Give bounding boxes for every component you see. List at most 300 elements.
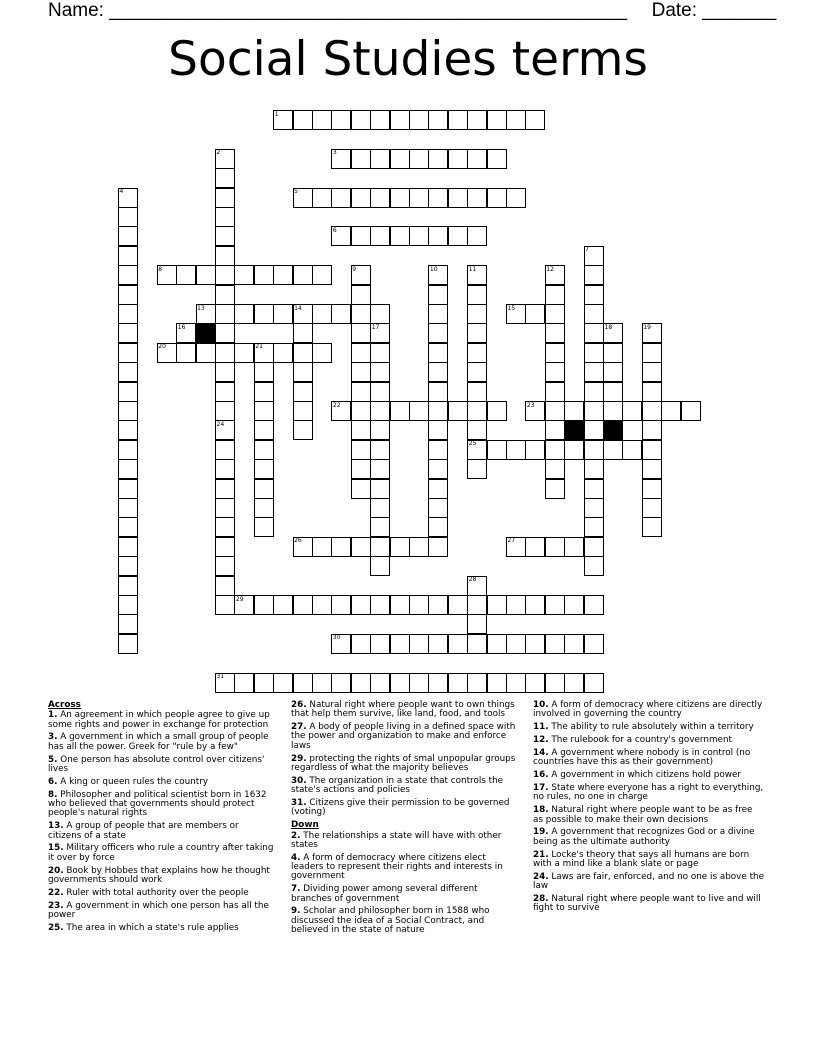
crossword-cell[interactable]: [370, 479, 390, 499]
crossword-cell[interactable]: [370, 304, 390, 324]
crossword-cell[interactable]: [603, 343, 623, 363]
clue-number: 10: [429, 265, 438, 273]
crossword-cell[interactable]: [293, 343, 313, 363]
crossword-cell[interactable]: [234, 673, 254, 693]
crossword-cell[interactable]: [487, 110, 507, 130]
crossword-cell[interactable]: [487, 149, 507, 169]
crossword-cell[interactable]: [215, 207, 235, 227]
crossword-cell[interactable]: [390, 537, 410, 557]
crossword-cell[interactable]: [118, 362, 138, 382]
crossword-cell[interactable]: [118, 517, 138, 537]
crossword-cell[interactable]: [370, 537, 390, 557]
crossword-cell[interactable]: [564, 440, 584, 460]
crossword-cell[interactable]: [215, 498, 235, 518]
crossword-cell[interactable]: [215, 517, 235, 537]
crossword-cell[interactable]: [467, 595, 487, 615]
crossword-cell[interactable]: [642, 459, 662, 479]
crossword-cell[interactable]: [370, 362, 390, 382]
crossword-cell[interactable]: [428, 188, 448, 208]
crossword-cell[interactable]: [525, 634, 545, 654]
crossword-cell[interactable]: [215, 265, 235, 285]
crossword-cell[interactable]: [351, 149, 371, 169]
crossword-cell[interactable]: [370, 673, 390, 693]
crossword-cell[interactable]: [351, 440, 371, 460]
crossword-cell[interactable]: [390, 401, 410, 421]
crossword-cell[interactable]: [234, 304, 254, 324]
crossword-cell[interactable]: [467, 459, 487, 479]
crossword-cell[interactable]: [351, 323, 371, 343]
crossword-cell[interactable]: [118, 634, 138, 654]
crossword-cell[interactable]: [467, 149, 487, 169]
crossword-cell[interactable]: [448, 188, 468, 208]
crossword-cell[interactable]: [448, 401, 468, 421]
crossword-cell[interactable]: [525, 673, 545, 693]
crossword-cell[interactable]: [293, 265, 313, 285]
crossword-cell[interactable]: [428, 479, 448, 499]
crossword-cell[interactable]: [254, 304, 274, 324]
crossword-cell[interactable]: [273, 304, 293, 324]
crossword-cell[interactable]: [525, 110, 545, 130]
crossword-cell[interactable]: [370, 420, 390, 440]
clue-item-text: The relationships a state will have with other states: [291, 830, 502, 850]
crossword-cell[interactable]: [215, 401, 235, 421]
crossword-cell[interactable]: [390, 634, 410, 654]
crossword-cell[interactable]: [331, 537, 351, 557]
crossword-cell[interactable]: [215, 188, 235, 208]
crossword-cell[interactable]: [293, 382, 313, 402]
crossword-cell[interactable]: [215, 362, 235, 382]
crossword-cell[interactable]: [273, 265, 293, 285]
crossword-cell[interactable]: [215, 556, 235, 576]
crossword-cell[interactable]: [428, 304, 448, 324]
crossword-cell[interactable]: [409, 188, 429, 208]
crossword-cell[interactable]: [234, 343, 254, 363]
crossword-cell[interactable]: [428, 673, 448, 693]
crossword-cell[interactable]: [487, 188, 507, 208]
crossword-cell[interactable]: [312, 343, 332, 363]
crossword-cell[interactable]: [428, 382, 448, 402]
crossword-cell[interactable]: [215, 595, 235, 615]
crossword-cell[interactable]: [254, 517, 274, 537]
crossword-cell[interactable]: [545, 285, 565, 305]
crossword-cell[interactable]: [215, 168, 235, 188]
crossword-cell[interactable]: [409, 149, 429, 169]
crossword-cell[interactable]: [467, 285, 487, 305]
crossword-cell[interactable]: [118, 246, 138, 266]
crossword-cell[interactable]: [370, 149, 390, 169]
crossword-cell[interactable]: [351, 382, 371, 402]
crossword-cell[interactable]: [584, 401, 604, 421]
clue-number: 5: [294, 188, 298, 196]
crossword-cell[interactable]: [545, 440, 565, 460]
crossword-cell[interactable]: [564, 673, 584, 693]
crossword-cell[interactable]: [525, 304, 545, 324]
crossword-cell[interactable]: [254, 595, 274, 615]
crossword-cell[interactable]: [506, 673, 526, 693]
crossword-cell[interactable]: [642, 382, 662, 402]
crossword-cell[interactable]: [176, 343, 196, 363]
crossword-cell[interactable]: [525, 595, 545, 615]
crossword-cell[interactable]: [467, 188, 487, 208]
crossword-cell[interactable]: [254, 265, 274, 285]
crossword-cell[interactable]: [215, 323, 235, 343]
crossword-cell[interactable]: [603, 440, 623, 460]
crossword-cell[interactable]: [545, 401, 565, 421]
crossword-cell[interactable]: [642, 401, 662, 421]
crossword-cell[interactable]: [351, 285, 371, 305]
crossword-cell[interactable]: [506, 595, 526, 615]
crossword-cell[interactable]: [254, 498, 274, 518]
crossword-cell[interactable]: [584, 459, 604, 479]
crossword-cell[interactable]: [215, 576, 235, 596]
crossword-cell[interactable]: [428, 440, 448, 460]
crossword-cell[interactable]: [118, 343, 138, 363]
crossword-cell[interactable]: [428, 323, 448, 343]
crossword-cell[interactable]: [234, 265, 254, 285]
crossword-cell[interactable]: [293, 362, 313, 382]
crossword-cell[interactable]: [467, 226, 487, 246]
crossword-cell[interactable]: [215, 537, 235, 557]
crossword-cell[interactable]: [351, 479, 371, 499]
crossword-cell[interactable]: [390, 595, 410, 615]
crossword-cell[interactable]: [642, 479, 662, 499]
crossword-cell[interactable]: [118, 265, 138, 285]
crossword-cell[interactable]: [448, 110, 468, 130]
crossword-cell[interactable]: [467, 614, 487, 634]
crossword-cell[interactable]: [118, 323, 138, 343]
crossword-cell[interactable]: [254, 420, 274, 440]
crossword-cell[interactable]: [467, 323, 487, 343]
crossword-cell[interactable]: [254, 673, 274, 693]
crossword-cell[interactable]: [331, 673, 351, 693]
clue-item: [48, 778, 274, 787]
crossword-cell[interactable]: [118, 420, 138, 440]
crossword-cell[interactable]: [118, 459, 138, 479]
crossword-cell[interactable]: [428, 537, 448, 557]
crossword-cell[interactable]: [506, 440, 526, 460]
clue-item-number: 25.: [48, 922, 64, 933]
crossword-cell[interactable]: [506, 188, 526, 208]
crossword-cell[interactable]: [642, 498, 662, 518]
name-blank: _________________________________________________: [109, 0, 628, 21]
crossword-cell[interactable]: [331, 110, 351, 130]
crossword-cell[interactable]: [545, 382, 565, 402]
crossword-cell[interactable]: [428, 420, 448, 440]
crossword-cell[interactable]: [118, 304, 138, 324]
crossword-cell[interactable]: [487, 634, 507, 654]
crossword-cell[interactable]: [215, 285, 235, 305]
down-heading: Down: [291, 820, 319, 831]
crossword-cell[interactable]: [370, 634, 390, 654]
crossword-cell[interactable]: [370, 401, 390, 421]
crossword-cell[interactable]: [390, 149, 410, 169]
crossword-cell[interactable]: [487, 401, 507, 421]
crossword-cell[interactable]: [293, 323, 313, 343]
crossword-cell[interactable]: [467, 420, 487, 440]
crossword-cell[interactable]: [584, 634, 604, 654]
crossword-cell[interactable]: [293, 420, 313, 440]
crossword-cell[interactable]: [603, 362, 623, 382]
crossword-cell[interactable]: [622, 401, 642, 421]
crossword-cell[interactable]: [331, 595, 351, 615]
crossword-cell[interactable]: [642, 420, 662, 440]
crossword-cell[interactable]: [448, 634, 468, 654]
crossword-cell[interactable]: [467, 343, 487, 363]
clue-number: 26: [294, 537, 302, 545]
crossword-cell[interactable]: [351, 420, 371, 440]
crossword-cell[interactable]: [584, 479, 604, 499]
crossword-cell[interactable]: [293, 595, 313, 615]
crossword-cell[interactable]: [312, 673, 332, 693]
clue-column-3: [533, 701, 765, 917]
crossword-cell[interactable]: [545, 479, 565, 499]
crossword-cell[interactable]: [428, 498, 448, 518]
crossword-cell[interactable]: [467, 634, 487, 654]
crossword-cell[interactable]: [293, 110, 313, 130]
crossword-cell[interactable]: [254, 459, 274, 479]
crossword-cell[interactable]: [428, 285, 448, 305]
crossword-cell[interactable]: [428, 459, 448, 479]
clue-number: 1: [274, 110, 279, 118]
crossword-cell[interactable]: [390, 673, 410, 693]
crossword-cell[interactable]: [254, 440, 274, 460]
crossword-cell[interactable]: [351, 343, 371, 363]
crossword-cell[interactable]: [118, 479, 138, 499]
crossword-cell[interactable]: [428, 226, 448, 246]
crossword-cell[interactable]: [681, 401, 701, 421]
crossword-cell[interactable]: [176, 265, 196, 285]
crossword-cell[interactable]: [390, 188, 410, 208]
crossword-cell[interactable]: [428, 149, 448, 169]
crossword-cell[interactable]: [254, 382, 274, 402]
crossword-cell[interactable]: [118, 556, 138, 576]
crossword-cell[interactable]: [467, 401, 487, 421]
crossword-cell[interactable]: [642, 362, 662, 382]
crossword-cell[interactable]: [351, 634, 371, 654]
crossword-cell[interactable]: [351, 110, 371, 130]
crossword-cell[interactable]: [370, 382, 390, 402]
clue-number: 20: [158, 343, 166, 351]
crossword-cell[interactable]: [584, 673, 604, 693]
crossword-cell[interactable]: [254, 401, 274, 421]
crossword-cell[interactable]: [273, 673, 293, 693]
crossword-cell[interactable]: [118, 614, 138, 634]
crossword-cell[interactable]: [215, 304, 235, 324]
crossword-cell[interactable]: [584, 517, 604, 537]
crossword-cell[interactable]: [467, 110, 487, 130]
crossword-cell[interactable]: [254, 479, 274, 499]
crossword-cell[interactable]: [545, 420, 565, 440]
crossword-cell[interactable]: [428, 362, 448, 382]
crossword-cell[interactable]: [118, 401, 138, 421]
crossword-cell[interactable]: [370, 343, 390, 363]
crossword-cell[interactable]: [487, 673, 507, 693]
crossword-cell[interactable]: [506, 634, 526, 654]
crossword-cell[interactable]: [215, 479, 235, 499]
crossword-cell[interactable]: [273, 595, 293, 615]
crossword-cell[interactable]: [642, 440, 662, 460]
crossword-cell[interactable]: [584, 537, 604, 557]
crossword-cell[interactable]: [215, 459, 235, 479]
crossword-cell[interactable]: [118, 382, 138, 402]
crossword-cell[interactable]: [545, 362, 565, 382]
crossword-cell[interactable]: [428, 401, 448, 421]
crossword-cell[interactable]: [487, 595, 507, 615]
crossword-cell[interactable]: [215, 226, 235, 246]
crossword-cell[interactable]: [564, 595, 584, 615]
crossword-cell[interactable]: [351, 537, 371, 557]
crossword-cell[interactable]: [370, 556, 390, 576]
crossword-cell[interactable]: [293, 673, 313, 693]
crossword-cell[interactable]: [603, 401, 623, 421]
crossword-cell[interactable]: [564, 537, 584, 557]
crossword-cell[interactable]: [254, 362, 274, 382]
crossword-cell[interactable]: [642, 517, 662, 537]
crossword-cell[interactable]: [351, 304, 371, 324]
crossword-cell[interactable]: [331, 304, 351, 324]
clue-item-text: State where everyone has a right to everything, no rules, no one in charge: [533, 783, 764, 803]
crossword-cell[interactable]: [564, 401, 584, 421]
crossword-cell[interactable]: [312, 110, 332, 130]
crossword-cell[interactable]: [428, 517, 448, 537]
crossword-cell[interactable]: [370, 226, 390, 246]
crossword-cell[interactable]: [351, 673, 371, 693]
crossword-cell[interactable]: [215, 440, 235, 460]
crossword-cell[interactable]: [351, 401, 371, 421]
clue-number: 9: [352, 265, 357, 273]
crossword-cell[interactable]: [118, 595, 138, 615]
crossword-cell[interactable]: [584, 382, 604, 402]
crossword-cell[interactable]: [584, 420, 604, 440]
clue-item-text: Military officers who rule a country after taking it over by force: [48, 843, 274, 863]
crossword-cell[interactable]: [545, 595, 565, 615]
crossword-cell[interactable]: [428, 110, 448, 130]
crossword-cell[interactable]: [370, 517, 390, 537]
crossword-cell[interactable]: [215, 246, 235, 266]
crossword-cell[interactable]: [351, 188, 371, 208]
crossword-cell[interactable]: [428, 595, 448, 615]
crossword-cell[interactable]: [370, 188, 390, 208]
crossword-cell[interactable]: [331, 188, 351, 208]
clue-item-number: 31.: [291, 798, 307, 809]
crossword-cell[interactable]: [545, 304, 565, 324]
crossword-cell[interactable]: [448, 673, 468, 693]
crossword-cell[interactable]: [409, 595, 429, 615]
crossword-cell[interactable]: [409, 401, 429, 421]
crossword-cell[interactable]: [545, 673, 565, 693]
crossword-cell[interactable]: [215, 343, 235, 363]
crossword-cell[interactable]: [312, 537, 332, 557]
crossword-cell[interactable]: [467, 362, 487, 382]
crossword-cell[interactable]: [273, 343, 293, 363]
clue-item-text: A group of people that are members or citizens of a state: [48, 821, 239, 841]
clue-number: 18: [604, 323, 613, 331]
crossword-cell[interactable]: [448, 149, 468, 169]
crossword-cell[interactable]: [584, 304, 604, 324]
crossword-cell[interactable]: [409, 226, 429, 246]
crossword-cell[interactable]: [370, 459, 390, 479]
date-blank: _______: [702, 0, 777, 21]
crossword-cell[interactable]: [584, 323, 604, 343]
crossword-cell[interactable]: [428, 343, 448, 363]
crossword-cell[interactable]: [525, 537, 545, 557]
crossword-cell[interactable]: [118, 440, 138, 460]
crossword-cell[interactable]: [622, 440, 642, 460]
clue-item-number: 9.: [291, 906, 301, 917]
crossword-cell[interactable]: [370, 498, 390, 518]
crossword-cell[interactable]: [506, 110, 526, 130]
crossword-cell[interactable]: [370, 110, 390, 130]
crossword-cell[interactable]: [118, 576, 138, 596]
crossword-cell[interactable]: [351, 226, 371, 246]
crossword-cell[interactable]: [448, 226, 468, 246]
crossword-cell[interactable]: [118, 498, 138, 518]
crossword-cell[interactable]: [370, 595, 390, 615]
crossword-cell[interactable]: [467, 382, 487, 402]
crossword-cell[interactable]: [118, 207, 138, 227]
crossword-cell[interactable]: [409, 110, 429, 130]
crossword-cell[interactable]: [196, 265, 216, 285]
crossword-cell[interactable]: [525, 440, 545, 460]
crossword-cell[interactable]: [351, 459, 371, 479]
crossword-cell[interactable]: [312, 595, 332, 615]
crossword-cell[interactable]: [196, 343, 216, 363]
crossword-cell[interactable]: [118, 537, 138, 557]
crossword-cell[interactable]: [564, 634, 584, 654]
clue-item: [533, 895, 765, 914]
crossword-cell[interactable]: [312, 188, 332, 208]
crossword-cell[interactable]: [215, 382, 235, 402]
crossword-cell[interactable]: [603, 382, 623, 402]
crossword-cell[interactable]: [545, 323, 565, 343]
crossword-cell[interactable]: [584, 498, 604, 518]
crossword-cell[interactable]: [351, 595, 371, 615]
crossword-cell[interactable]: [312, 304, 332, 324]
crossword-cell[interactable]: [545, 537, 565, 557]
crossword-cell[interactable]: [584, 265, 604, 285]
crossword-cell[interactable]: [661, 401, 681, 421]
crossword-cell[interactable]: [293, 401, 313, 421]
crossword-cell[interactable]: [584, 343, 604, 363]
clue-item: [291, 723, 519, 751]
crossword-cell[interactable]: [409, 673, 429, 693]
crossword-cell[interactable]: [584, 285, 604, 305]
crossword-cell[interactable]: [312, 265, 332, 285]
crossword-cell[interactable]: [467, 304, 487, 324]
crossword-cell[interactable]: [409, 537, 429, 557]
crossword-cell[interactable]: [545, 634, 565, 654]
crossword-cell[interactable]: [370, 440, 390, 460]
crossword-cell[interactable]: [118, 226, 138, 246]
crossword-cell[interactable]: [545, 343, 565, 363]
crossword-cell[interactable]: [584, 440, 604, 460]
crossword-cell[interactable]: [467, 673, 487, 693]
crossword-cell[interactable]: [118, 285, 138, 305]
crossword-cell[interactable]: [642, 343, 662, 363]
clue-number: 3: [332, 149, 337, 157]
crossword-cell[interactable]: [390, 110, 410, 130]
crossword-cell[interactable]: [409, 634, 429, 654]
crossword-cell[interactable]: [428, 634, 448, 654]
crossword-cell[interactable]: [584, 595, 604, 615]
crossword-cell[interactable]: [487, 440, 507, 460]
crossword-cell[interactable]: [545, 459, 565, 479]
crossword-cell[interactable]: [448, 595, 468, 615]
crossword-cell[interactable]: [584, 362, 604, 382]
crossword-cell[interactable]: [351, 362, 371, 382]
crossword-cell[interactable]: [584, 556, 604, 576]
crossword-cell[interactable]: [390, 226, 410, 246]
